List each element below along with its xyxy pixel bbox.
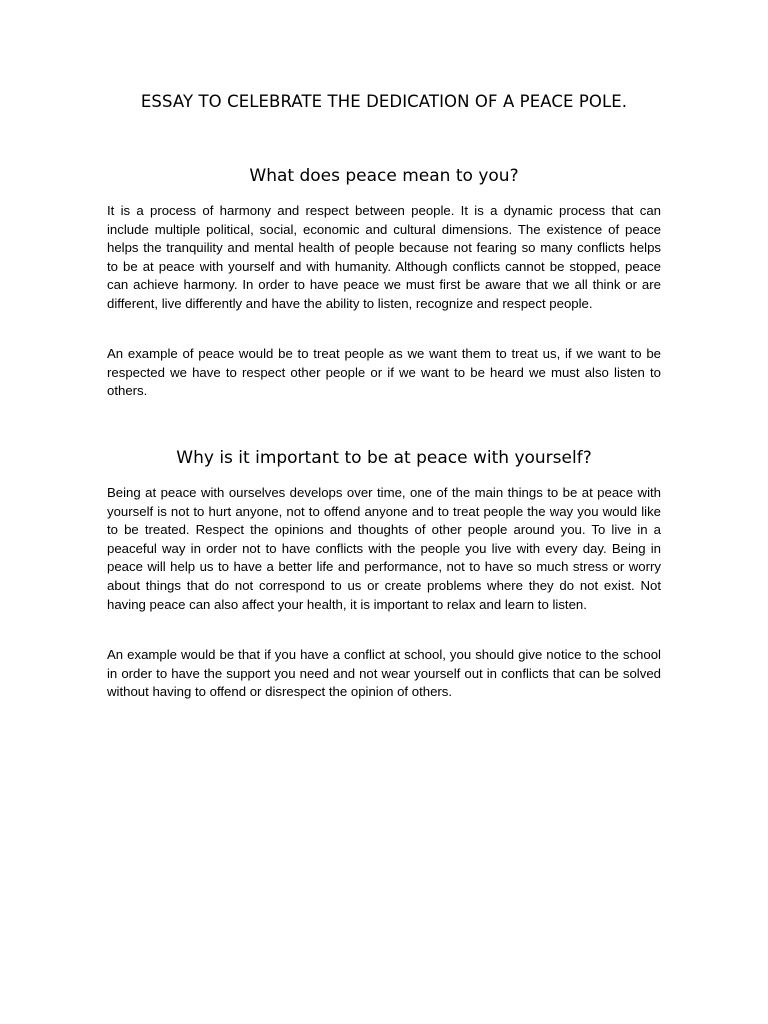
paragraph-school-example: An example would be that if you have a conflict at school, you should give notice to the school in order to have the support you need and not wear yourself out in conflicts that can be solved without having to offend or disrespect the opinion of others. (107, 647, 661, 700)
document-title: ESSAY TO CELEBRATE THE DEDICATION OF A PEACE POLE. (140, 92, 628, 111)
section-heading-peace-with-yourself: Why is it important to be at peace with yourself? (176, 448, 592, 468)
paragraph-inner-peace: Being at peace with ourselves develops over time, one of the main things to be at peace with yourself is not to hurt anyone, not to offend anyone and to treat people the way you would like to be treated. Respect the opinions and thoughts of other people around you. To live in a peaceful way in order not to have conflicts with the people you live with every day. Being in peace will help us to have a better life and performance, not to have so much stress or worry about things that do not correspond to us or create problems where they do not exist. Not having peace can also affect your health, it is important to relax and learn to listen. (107, 485, 661, 612)
section-heading-peace-meaning: What does peace mean to you? (249, 166, 519, 186)
paragraph-peace-definition: It is a process of harmony and respect between people. It is a dynamic process that can include multiple political, social, economic and cultural dimensions. The existence of peace helps the tranquility and mental health of people because not fearing so many conflicts helps to be at peace with yourself and with humanity. Although conflicts cannot be stopped, peace can achieve harmony. In order to have peace we must first be aware that we all think or are different, live differently and have the ability to listen, recognize and respect people. (107, 203, 661, 311)
paragraph-peace-example: An example of peace would be to treat people as we want them to treat us, if we want to be respected we have to respect other people or if we want to be heard we must also listen to others. (107, 346, 661, 399)
